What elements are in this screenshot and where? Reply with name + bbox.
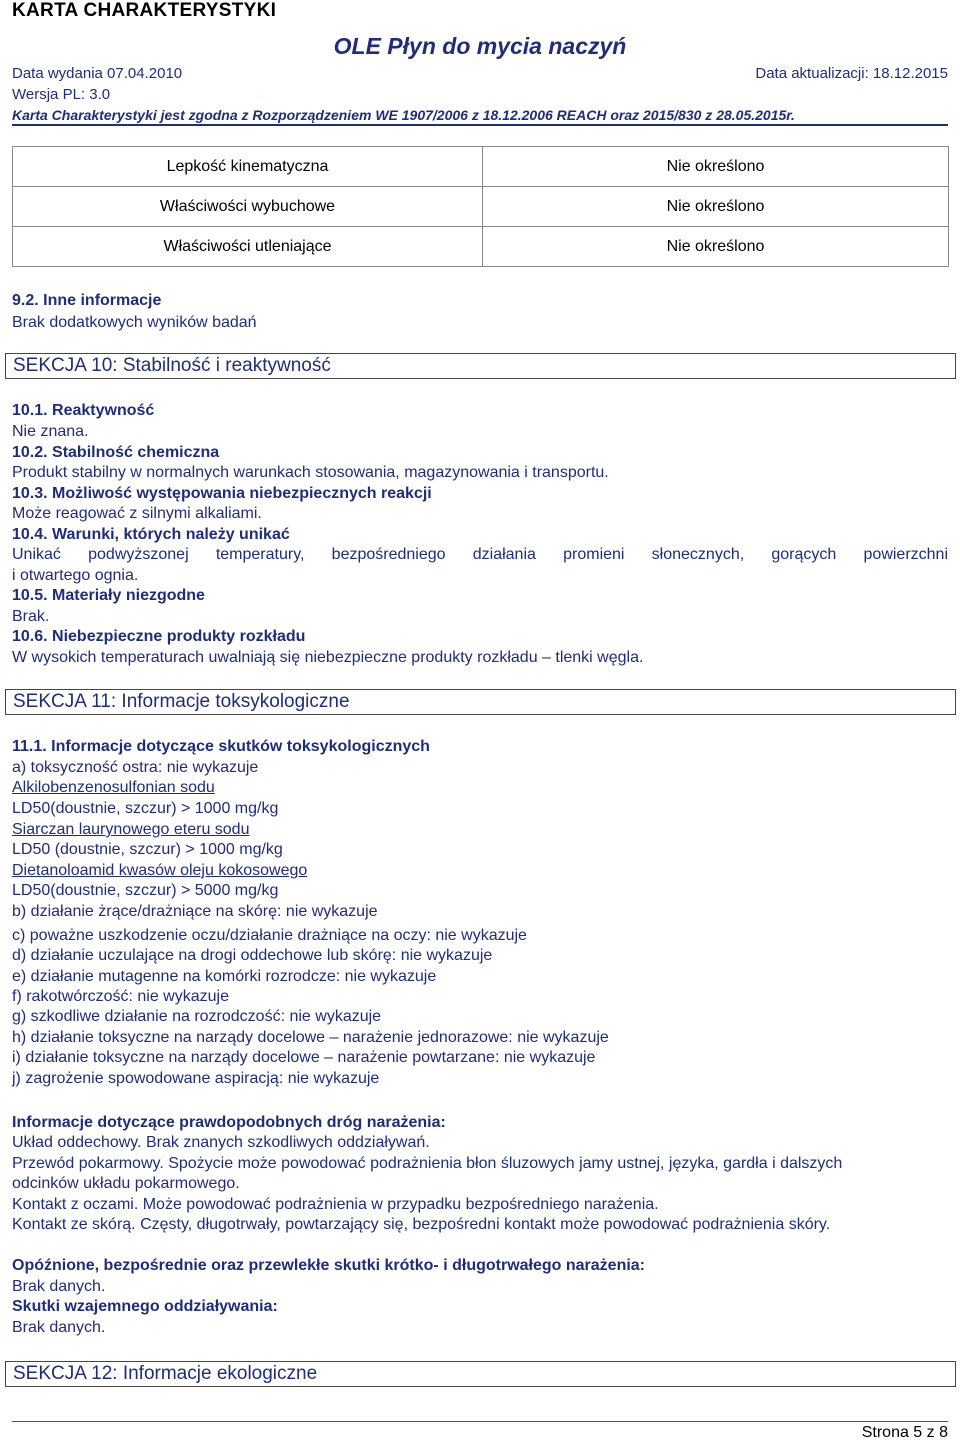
exposure-route-digestive-line1: Przewód pokarmowy. Spożycie może powodować podrażnienia błon śluzowych jamy ustnej, języka, gardła i dalszych: [12, 1155, 843, 1172]
subsection-10-4-text-line1: Unikać podwyższonej temperatury, bezpośredniego działania promieni słonecznych, gorących powierzchni: [12, 546, 948, 563]
property-value: Nie określono: [483, 147, 949, 187]
delayed-effects-heading: Opóźnione, bezpośrednie oraz przewlekłe skutki krótko- i długotrwałego narażenia:: [12, 1257, 646, 1274]
delayed-effects-text: Brak danych.: [12, 1278, 106, 1295]
hazard-line-e: e) działanie mutagenne na komórki rozrodcze: nie wykazuje: [12, 968, 437, 985]
version-label: Wersja PL: 3.0: [12, 86, 111, 103]
subsection-10-5-text: Brak.: [12, 608, 50, 625]
subsection-10-3-text: Może reagować z silnymi alkaliami.: [12, 505, 262, 522]
hazard-line-c: c) poważne uszkodzenie oczu/działanie drażniące na oczy: nie wykazuje: [12, 927, 527, 944]
subsection-10-4-text-line2: i otwartego ognia.: [12, 567, 139, 584]
subsection-10-2-heading: 10.2. Stabilność chemiczna: [12, 444, 220, 461]
subsection-10-3-heading: 10.3. Możliwość występowania niebezpiecznych reakcji: [12, 485, 432, 502]
hazard-line-j: j) zagrożenie spowodowane aspiracją: nie wykazuje: [12, 1070, 380, 1087]
section-12-title: SEKCJA 12: Informacje ekologiczne: [5, 1361, 956, 1387]
subsection-10-5-heading: 10.5. Materiały niezgodne: [12, 587, 205, 604]
properties-table: [12, 146, 949, 267]
exposure-route-eyes: Kontakt z oczami. Może powodować podrażnienia w przypadku bezpośredniego narażenia.: [12, 1196, 659, 1213]
subsection-10-4-heading: 10.4. Warunki, których należy unikać: [12, 526, 290, 543]
substance-3-ld50: LD50(doustnie, szczur) > 5000 mg/kg: [12, 882, 279, 899]
header-divider: [12, 124, 948, 126]
hazard-line-d: d) działanie uczulające na drogi oddechowe lub skórę: nie wykazuje: [12, 947, 493, 964]
table-row: [13, 147, 949, 187]
hazard-line-f: f) rakotwórczość: nie wykazuje: [12, 988, 229, 1005]
footer-divider: [12, 1421, 948, 1422]
update-date: Data aktualizacji: 18.12.2015: [755, 65, 948, 82]
property-name: Właściwości wybuchowe: [13, 187, 483, 227]
subsection-11-1-heading: 11.1. Informacje dotyczące skutków toksykologicznych: [12, 738, 430, 755]
exposure-route-digestive-line2: odcinków układu pokarmowego.: [12, 1175, 240, 1192]
subsection-9-2-text: Brak dodatkowych wyników badań: [12, 314, 257, 331]
issue-date: Data wydania 07.04.2010: [12, 65, 183, 82]
substance-2-name: Siarczan laurynowego eteru sodu: [12, 821, 250, 838]
subsection-10-2-text: Produkt stabilny w normalnych warunkach stosowania, magazynowania i transportu.: [12, 464, 609, 481]
property-name: Właściwości utleniające: [13, 227, 483, 267]
document-type-title: KARTA CHARAKTERYSTYKI: [12, 0, 277, 21]
property-value: Nie określono: [483, 227, 949, 267]
table-row: [13, 227, 949, 267]
section-11-title: SEKCJA 11: Informacje toksykologiczne: [5, 689, 956, 715]
hazard-line-b: b) działanie żrące/drażniące na skórę: nie wykazuje: [12, 903, 378, 920]
hazard-line-h: h) działanie toksyczne na narządy docelowe – narażenie jednorazowe: nie wykazuje: [12, 1029, 609, 1046]
exposure-route-skin: Kontakt ze skórą. Częsty, długotrwały, powtarzający się, bezpośredni kontakt może powodować podrażnienia skóry.: [12, 1216, 831, 1233]
acute-toxicity-line: a) toksyczność ostra: nie wykazuje: [12, 759, 259, 776]
page-number: Strona 5 z 8: [861, 1424, 948, 1441]
interactive-effects-heading: Skutki wzajemnego oddziaływania:: [12, 1298, 278, 1315]
interactive-effects-text: Brak danych.: [12, 1319, 106, 1336]
substance-1-ld50: LD50(doustnie, szczur) > 1000 mg/kg: [12, 800, 279, 817]
subsection-10-6-heading: 10.6. Niebezpieczne produkty rozkładu: [12, 628, 306, 645]
hazard-line-i: i) działanie toksyczne na narządy docelowe – narażenie powtarzane: nie wykazuje: [12, 1049, 596, 1066]
table-row: [13, 187, 949, 227]
subsection-10-1-text: Nie znana.: [12, 423, 89, 440]
hazard-line-g: g) szkodliwe działanie na rozrodczość: nie wykazuje: [12, 1008, 382, 1025]
property-name: Lepkość kinematyczna: [13, 147, 483, 187]
regulation-note: Karta Charakterystyki jest zgodna z Rozporządzeniem WE 1907/2006 z 18.12.2006 REACH oraz 2015/830 z 28.05.2015r.: [12, 107, 795, 123]
subsection-10-6-text: W wysokich temperaturach uwalniają się niebezpieczne produkty rozkładu – tlenki węgla.: [12, 649, 644, 666]
product-name: OLE Płyn do mycia naczyń: [333, 33, 627, 59]
section-10-title: SEKCJA 10: Stabilność i reaktywność: [5, 353, 956, 379]
substance-1-name: Alkilobenzenosulfonian sodu: [12, 779, 215, 796]
substance-2-ld50: LD50 (doustnie, szczur) > 1000 mg/kg: [12, 841, 283, 858]
property-value: Nie określono: [483, 187, 949, 227]
exposure-route-respiratory: Układ oddechowy. Brak znanych szkodliwych oddziaływań.: [12, 1134, 430, 1151]
subsection-9-2-heading: 9.2. Inne informacje: [12, 292, 162, 309]
subsection-10-1-heading: 10.1. Reaktywność: [12, 402, 155, 419]
substance-3-name: Dietanoloamid kwasów oleju kokosowego: [12, 862, 308, 879]
exposure-routes-heading: Informacje dotyczące prawdopodobnych dróg narażenia:: [12, 1114, 446, 1131]
